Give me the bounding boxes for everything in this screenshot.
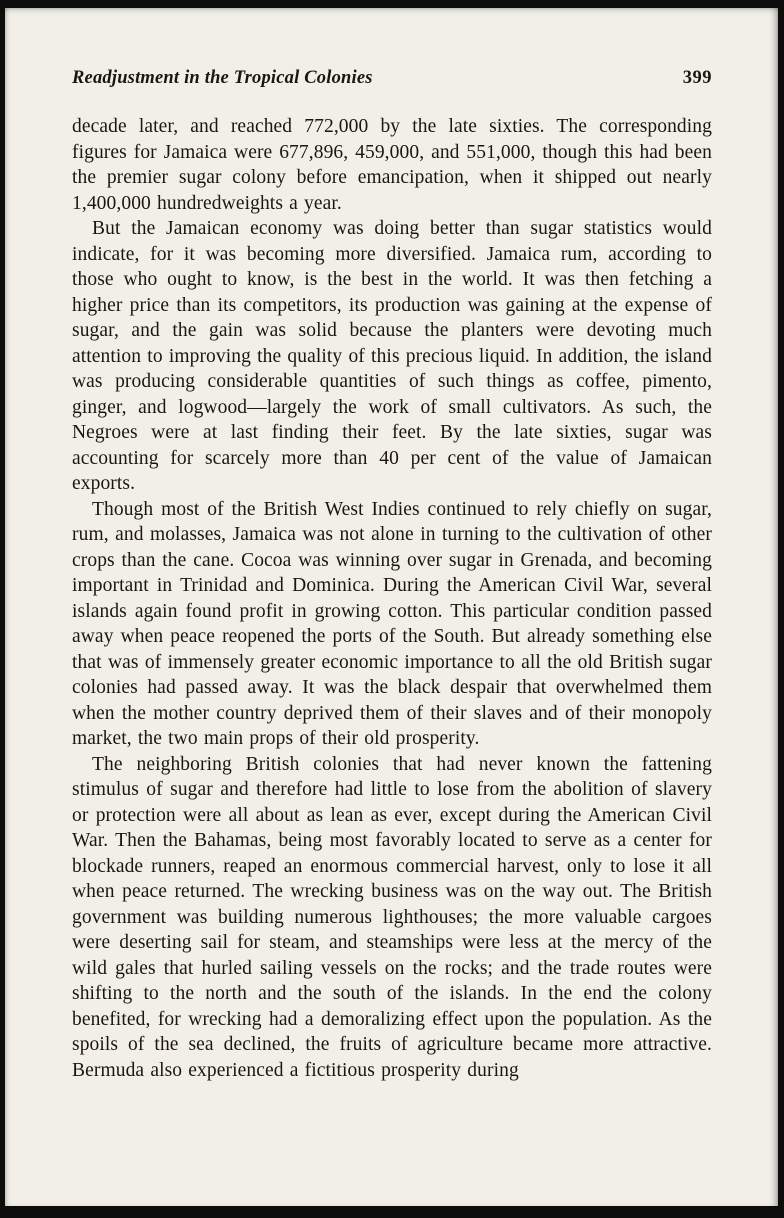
paragraph: But the Jamaican economy was doing better than sugar statistics would indicate, for it was becoming more diversified. Jamaica rum, according to those who ought to know, is the best in the world. It was then fetching a higher price than its competitors, its production was gaining at the expense of sugar, and the gain was solid because the planters were devoting much attention to improving the quality of this precious liquid. In addition, the island was producing considerable quantities of such things as coffee, pimento, ginger, and logwood—largely the work of small cultivators. As such, the Negroes were at last finding their feet. By the late sixties, sugar was accounting for scarcely more than 40 per cent of the value of Jamaican exports.: [72, 218, 712, 494]
page-header: [72, 68, 712, 89]
page-surface: [5, 8, 778, 1206]
page-body: [72, 114, 712, 1083]
paragraph: decade later, and reached 772,000 by the late sixties. The corresponding figures for Jamaica were 677,896, 459,000, and 551,000, though this had been the premier sugar colony before emancipation, when it shipped out nearly 1,400,000 hundredweights a year.: [72, 116, 712, 214]
paragraph: The neighboring British colonies that had never known the fattening stimulus of sugar and therefore had little to lose from the abolition of slavery or protection were all about as lean as ever, except during the American Civil War. Then the Bahamas, being most favorably located to serve as a center for blockade runners, reaped an enormous commercial harvest, only to lose it all when peace returned. The wrecking business was on the way out. The British government was building numerous lighthouses; the more valuable cargoes were deserting sail for steam, and steamships were less at the mercy of the wild gales that hurled sailing vessels on the rocks; and the trade routes were shifting to the north and the south of the islands. In the end the colony benefited, for wrecking had a demoralizing effect upon the population. As the spoils of the sea declined, the fruits of agriculture became more attractive. Bermuda also experienced a fictitious prosperity during: [72, 753, 712, 1081]
running-title: Readjustment in the Tropical Colonies: [72, 68, 373, 88]
page-number: 399: [682, 68, 712, 88]
paragraph: Though most of the British West Indies continued to rely chiefly on sugar, rum, and molasses, Jamaica was not alone in turning to the cultivation of other crops than the cane. Cocoa was winning over sugar in Grenada, and becoming important in Trinidad and Dominica. During the American Civil War, several islands again found profit in growing cotton. This particular condition passed away when peace reopened the ports of the South. But already something else that was of immensely greater economic importance to all the old British sugar colonies had passed away. It was the black despair that overwhelmed them when the mother country deprived them of their slaves and of their monopoly market, the two main props of their old prosperity.: [72, 498, 712, 749]
